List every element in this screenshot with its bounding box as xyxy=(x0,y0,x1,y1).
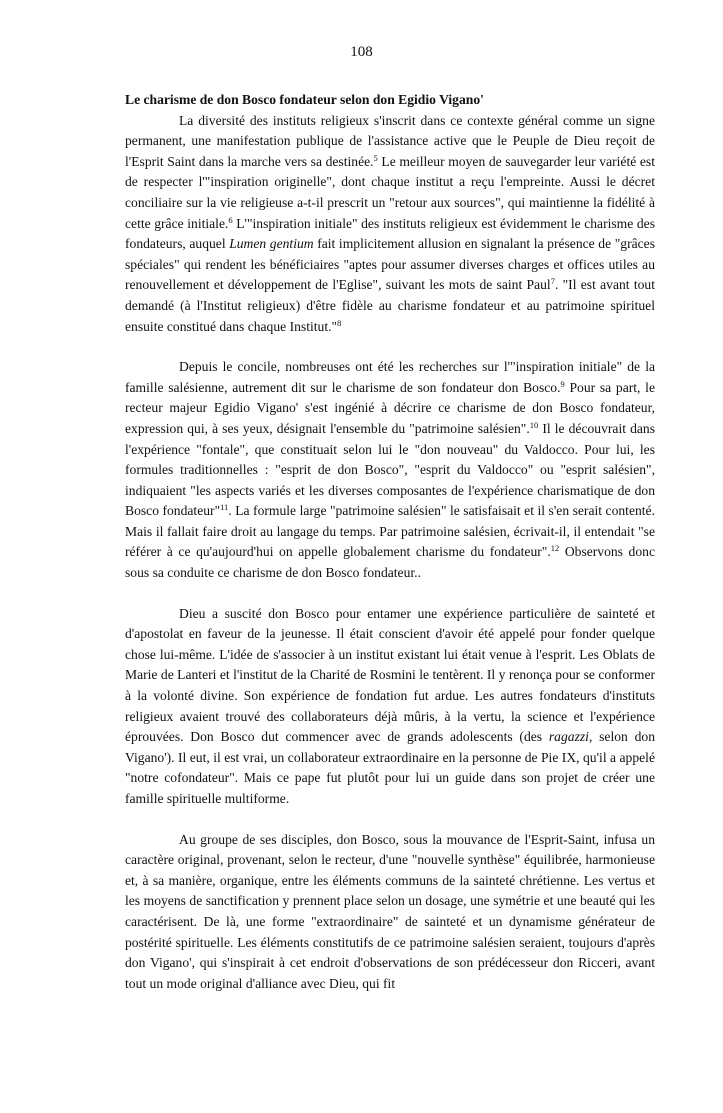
text-run: L'"inspiration initiale" des instituts religieux est évidemment le charisme des fondateurs, auquel xyxy=(125,215,655,252)
footnote-ref: 12 xyxy=(550,543,560,554)
text-run: La diversité des instituts religieux s'inscrit dans ce contexte général comme un signe permanent, une manifestation publique de l'assistance active que le Peuple de Dieu reçoit de l'Esprit Saint dans la marche vers sa destinée. xyxy=(125,112,655,169)
italic-title: Lumen gentium xyxy=(229,236,314,252)
footnote-ref: 7 xyxy=(550,276,555,287)
text-run: Dieu a suscité don Bosco pour entamer une expérience particulière de sainteté et d'apostolat en faveur de la jeunesse. Il était conscient d'avoir été appelé pour fonder quelque chose lui-même. L'idée de s'associer à un institut existant lui était venue à l'esprit. Les Oblats de Marie de Lanteri et l'institut de la Charité de Rosmini le tentèrent. Il y renonça pour se conformer à la volonté divine. Son expérience de fondation fut ardue. Les autres fondateurs d'instituts religieux avaient trouvé des collaborateurs déjà mûris, à la vertu, la science et l'expérience éprouvées. Don Bosco dut commencer avec de grands adolescents (des xyxy=(125,605,655,745)
text-run: , selon don Vigano'). Il eut, il est vrai, un collaborateur extraordinaire en la personne de Pie IX, qu'il a appelé "notre cofondateur". Mais ce pape fut plutôt pour lui un guide dans son projet de créer une famille spirituelle multiforme. xyxy=(125,729,656,806)
text-run: Au groupe de ses disciples, don Bosco, sous la mouvance de l'Esprit-Saint, infusa un caractère original, provenant, selon le recteur, d'une "nouvelle synthèse" équilibrée, harmonieuse et, à sa manière, organique, entre les éléments communs de la sainteté chrétienne. Les vertus et les moyens de sanctification y prennent place selon un dosage, une symétrie et une beauté qui les caractérisent. De là, une forme "extraordinaire" de sainteté et un dynamisme générateur de postérité spirituelle. Les éléments constitutifs de ce patrimoine salésien seraient, toujours d'après don Vigano', qui s'inspirait à cet endroit d'observations de son prédécesseur don Ricceri, avant tout un mode original d'alliance avec Dieu, qui fit xyxy=(125,831,655,991)
text-run: Le meilleur moyen de sauvegarder leur variété est de respecter l'"inspiration originelle", dont chaque institut a reçu l'empreinte. Aussi le décret conciliaire sur la vie religieuse a-t-il prescrit un "retour aux sources", qui maintienne la fidélité à cette grâce initiale. xyxy=(125,153,655,231)
section-title: Le charisme de don Bosco fondateur selon don Egidio Vigano' xyxy=(125,92,484,107)
text-run: Pour sa part, le recteur majeur Egidio Vigano' s'est ingénié à décrire ce charisme de don Bosco fondateur, expression qui, à ses yeux, désignait l'ensemble du "patrimoine salésien". xyxy=(125,379,655,436)
paragraph xyxy=(125,111,655,338)
italic-title: ragazzi xyxy=(548,729,589,745)
text-run: Il le découvrait dans l'expérience "fontale", que constituait selon lui le "don nouveau" du Valdocco. Pour lui, les formules traditionnelles : "esprit de don Bosco", "esprit du Valdocco" ou "esprit salésien", indiquaient "les aspects variés et les diverses composantes de l'expérience charismatique de don Bosco fondateur" xyxy=(125,420,655,519)
paragraph xyxy=(125,357,655,584)
footnote-ref: 5 xyxy=(373,152,378,163)
paragraph xyxy=(125,604,655,810)
text-run: . La formule large "patrimoine salésien" le satisfaisait et il s'en serait contenté. Mais il fallait faire droit au langage du temps. Par patrimoine salésien, écrivait-il, il entendait "se référer à ce qu'aujourd'hui on appelle globalement charisme du fondateur". xyxy=(125,503,655,560)
footnote-ref: 11 xyxy=(220,502,229,513)
footnote-ref: 10 xyxy=(529,419,539,430)
footnote-ref: 6 xyxy=(228,214,233,225)
body-text xyxy=(125,90,655,994)
footnote-ref: 9 xyxy=(560,378,565,389)
paragraph xyxy=(125,830,655,995)
text-run: Depuis le concile, nombreuses ont été les recherches sur l'"inspiration initiale" de la famille salésienne, autrement dit sur le charisme de son fondateur don Bosco. xyxy=(125,359,655,395)
text-run: . "Il est avant tout demandé (à l'Institut religieux) d'être fidèle au charisme fondateur et au patrimoine spirituel ensuite constitué dans chaque Institut." xyxy=(125,277,655,334)
text-run: Observons donc sous sa conduite ce charisme de don Bosco fondateur.. xyxy=(125,544,655,581)
footnote-ref: 8 xyxy=(337,317,342,328)
page-number: 108 xyxy=(350,44,373,60)
text-run: fait implicitement allusion en signalant la présence de "grâces spéciales" qui rendent les bénéficiaires "aptes pour assumer diverses charges et offices utiles au renouvellement et développement de l'Eglise", suivant les mots de saint Paul xyxy=(125,236,655,293)
